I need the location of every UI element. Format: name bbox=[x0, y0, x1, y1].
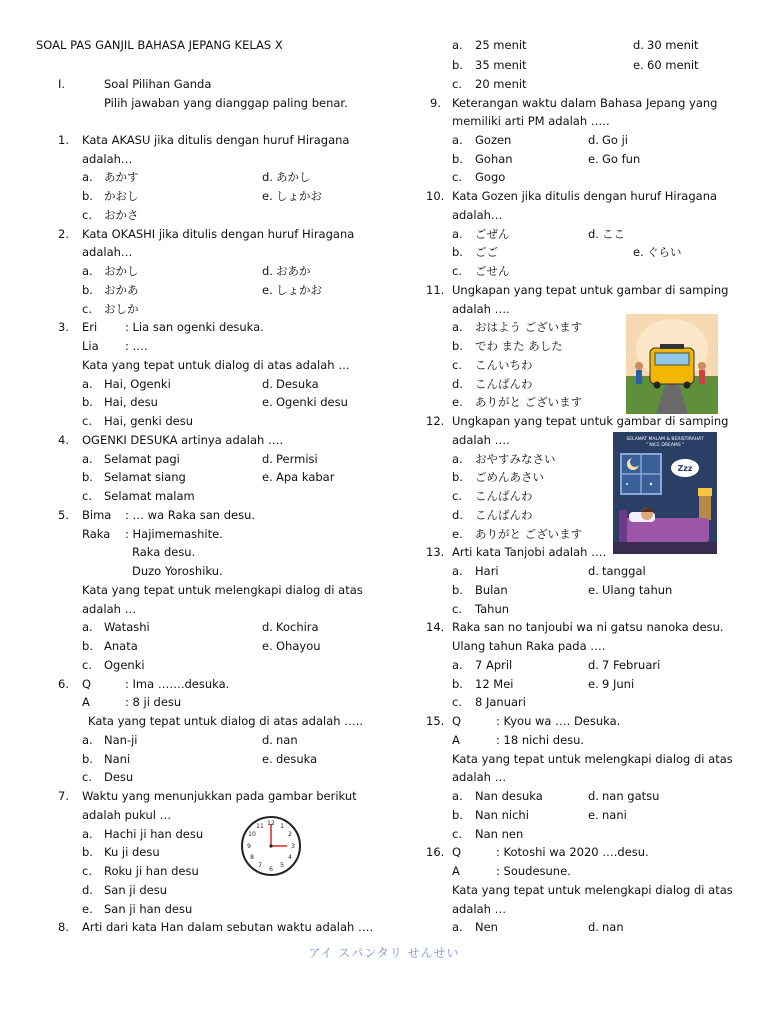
question-number: 15. bbox=[426, 714, 445, 728]
question-text: adalah pukul … bbox=[82, 808, 172, 822]
option-letter: e. bbox=[262, 752, 273, 766]
school-bus-picture bbox=[626, 314, 718, 414]
option-letter: e. bbox=[633, 245, 644, 259]
option-b[interactable]: Gohan bbox=[475, 152, 513, 166]
dialog-line: : Soudesune. bbox=[496, 864, 571, 878]
option-c[interactable]: 20 menit bbox=[475, 77, 527, 91]
option-d[interactable]: nan bbox=[602, 920, 624, 934]
option-letter: b. bbox=[452, 470, 463, 484]
svg-text:7: 7 bbox=[258, 862, 262, 869]
option-d[interactable]: こんばんわ bbox=[475, 508, 533, 522]
question-text: Raka san no tanjoubi wa ni gatsu nanoka desu. bbox=[452, 620, 724, 634]
option-letter: d. bbox=[262, 264, 273, 278]
question-text: adalah …. bbox=[452, 433, 510, 447]
dialog-line: : 18 nichi desu. bbox=[496, 733, 585, 747]
option-d[interactable]: ここ bbox=[602, 227, 625, 241]
option-letter: c. bbox=[82, 658, 92, 672]
dialog-speaker: Bima bbox=[82, 508, 112, 522]
svg-text:6: 6 bbox=[269, 866, 273, 873]
dialog-line: : Lia san ogenki desuka. bbox=[125, 320, 264, 334]
dialog-speaker: Raka bbox=[82, 527, 111, 541]
option-b[interactable]: おかあ bbox=[104, 283, 139, 297]
option-a[interactable]: Nan desuka bbox=[475, 789, 543, 803]
option-e[interactable]: Go fun bbox=[602, 152, 641, 166]
option-b[interactable]: でわ また あした bbox=[475, 339, 563, 353]
option-a[interactable]: Nan-ji bbox=[104, 733, 138, 747]
dialog-speaker: Eri bbox=[82, 320, 98, 334]
option-d[interactable]: nan bbox=[276, 733, 298, 747]
option-letter: b. bbox=[452, 677, 463, 691]
option-letter: e. bbox=[452, 395, 463, 409]
dialog-line: : … wa Raka san desu. bbox=[125, 508, 256, 522]
question-number: 9. bbox=[430, 96, 441, 110]
question-text: Waktu yang menunjukkan pada gambar berikut bbox=[82, 789, 357, 803]
dialog-line: : Ima …….desuka. bbox=[125, 677, 230, 691]
option-c[interactable]: Tahun bbox=[475, 602, 510, 616]
option-b[interactable]: Selamat siang bbox=[104, 470, 186, 484]
svg-text:1: 1 bbox=[280, 823, 284, 830]
dialog-speaker: A bbox=[82, 695, 90, 709]
section-number: I. bbox=[58, 77, 66, 91]
option-b[interactable]: Ku ji desu bbox=[104, 845, 160, 859]
option-e[interactable]: ありがと ございます bbox=[475, 527, 583, 541]
question-text: Arti kata Tanjobi adalah …. bbox=[452, 545, 607, 559]
question-text: Kata yang tepat untuk dialog di atas adalah … bbox=[82, 358, 350, 372]
option-e[interactable]: しょかお bbox=[276, 189, 322, 203]
option-letter: e. bbox=[588, 583, 599, 597]
option-a[interactable]: 7 April bbox=[475, 658, 513, 672]
option-letter: a. bbox=[452, 38, 463, 52]
dialog-speaker: Lia bbox=[82, 339, 99, 353]
option-letter: c. bbox=[82, 489, 92, 503]
option-e[interactable]: Ohayou bbox=[276, 639, 321, 653]
option-d[interactable]: Permisi bbox=[276, 452, 318, 466]
clock-image bbox=[240, 815, 302, 877]
option-letter: c. bbox=[82, 414, 92, 428]
question-text: Kata OKASHI jika ditulis dengan huruf Hiragana bbox=[82, 227, 355, 241]
option-letter: a. bbox=[82, 170, 93, 184]
svg-text:8: 8 bbox=[250, 854, 254, 861]
question-text: Ungkapan yang tepat untuk gambar di samping bbox=[452, 414, 729, 428]
option-letter: a. bbox=[452, 789, 463, 803]
option-letter: d. bbox=[588, 920, 599, 934]
option-a[interactable]: Hachi ji han desu bbox=[104, 827, 204, 841]
question-number: 14. bbox=[426, 620, 445, 634]
option-letter: d. bbox=[588, 227, 599, 241]
question-text: adalah …. bbox=[452, 302, 510, 316]
question-number: 3. bbox=[58, 320, 69, 334]
option-e[interactable]: desuka bbox=[276, 752, 318, 766]
question-text: adalah… bbox=[452, 208, 503, 222]
dialog-line: Duzo Yoroshiku. bbox=[132, 564, 223, 578]
option-letter: d. bbox=[262, 170, 273, 184]
option-b[interactable]: 35 menit bbox=[475, 58, 527, 72]
option-d[interactable]: Kochira bbox=[276, 620, 319, 634]
question-text: Ungkapan yang tepat untuk gambar di samping bbox=[452, 283, 729, 297]
option-letter: e. bbox=[588, 152, 599, 166]
doc-title: SOAL PAS GANJIL BAHASA JEPANG KELAS X bbox=[36, 38, 283, 52]
question-number: 1. bbox=[58, 133, 69, 147]
option-letter: d. bbox=[452, 508, 463, 522]
option-letter: d. bbox=[452, 377, 463, 391]
question-text: Ulang tahun Raka pada …. bbox=[452, 639, 606, 653]
question-number: 7. bbox=[58, 789, 69, 803]
option-letter: b. bbox=[452, 339, 463, 353]
section-instruction: Pilih jawaban yang dianggap paling benar. bbox=[104, 96, 348, 110]
option-b[interactable]: ごご bbox=[475, 245, 498, 259]
option-a[interactable]: Nen bbox=[475, 920, 498, 934]
option-letter: a. bbox=[82, 620, 93, 634]
question-number: 11. bbox=[426, 283, 445, 297]
option-letter: a. bbox=[452, 658, 463, 672]
option-d[interactable]: おあか bbox=[276, 264, 311, 278]
option-letter: d. bbox=[262, 620, 273, 634]
svg-text:9: 9 bbox=[247, 843, 251, 850]
option-letter: e. bbox=[588, 808, 599, 822]
option-letter: c. bbox=[82, 208, 92, 222]
option-c[interactable]: Nan nen bbox=[475, 827, 524, 841]
option-c[interactable]: ごせん bbox=[475, 264, 510, 278]
question-text: Kata yang tepat untuk melengkapi dialog di atas bbox=[452, 752, 733, 766]
option-b[interactable]: Anata bbox=[104, 639, 138, 653]
question-number: 16. bbox=[426, 845, 445, 859]
footer-author: アイ スパンタリ せんせい bbox=[308, 946, 460, 960]
option-e[interactable]: 60 menit bbox=[647, 58, 699, 72]
question-text: memiliki arti PM adalah ….. bbox=[452, 114, 610, 128]
question-text: adalah … bbox=[452, 902, 507, 916]
option-b[interactable]: ごめんあさい bbox=[475, 470, 544, 484]
option-a[interactable]: Selamat pagi bbox=[104, 452, 180, 466]
dialog-line: : 8 ji desu bbox=[125, 695, 182, 709]
option-a[interactable]: Hai, Ogenki bbox=[104, 377, 171, 391]
question-text: Keterangan waktu dalam Bahasa Jepang yang bbox=[452, 96, 718, 110]
picture-caption: " NICE DREAMS " bbox=[645, 443, 685, 448]
question-number: 13. bbox=[426, 545, 445, 559]
option-letter: b. bbox=[82, 639, 93, 653]
option-c[interactable]: Selamat malam bbox=[104, 489, 195, 503]
option-c[interactable]: Ogenki bbox=[104, 658, 145, 672]
svg-text:3: 3 bbox=[291, 843, 295, 850]
question-text: Kata AKASU jika ditulis dengan huruf Hiragana bbox=[82, 133, 350, 147]
option-letter: d. bbox=[588, 789, 599, 803]
option-letter: d. bbox=[262, 733, 273, 747]
option-b[interactable]: かおし bbox=[104, 189, 139, 203]
svg-text:12: 12 bbox=[267, 820, 275, 827]
dialog-line: : Kotoshi wa 2020 ….desu. bbox=[496, 845, 649, 859]
option-a[interactable]: おやすみなさい bbox=[475, 452, 556, 466]
dialog-line: : Hajimemashite. bbox=[125, 527, 223, 541]
option-a[interactable]: おかし bbox=[104, 264, 139, 278]
option-letter: b. bbox=[452, 152, 463, 166]
question-text: Kata Gozen jika ditulis dengan huruf Hiragana bbox=[452, 189, 718, 203]
option-a[interactable]: 25 menit bbox=[475, 38, 527, 52]
option-c[interactable]: Gogo bbox=[475, 170, 506, 184]
sleeping-picture bbox=[613, 432, 717, 554]
dialog-line: : …. bbox=[125, 339, 148, 353]
question-number: 2. bbox=[58, 227, 69, 241]
question-number: 8. bbox=[58, 920, 69, 934]
option-d[interactable]: こんばんわ bbox=[475, 377, 533, 391]
option-letter: c. bbox=[82, 302, 92, 316]
option-e[interactable]: Apa kabar bbox=[276, 470, 335, 484]
option-letter: e. bbox=[262, 395, 273, 409]
option-letter: e. bbox=[262, 470, 273, 484]
svg-text:11: 11 bbox=[256, 823, 264, 830]
option-d[interactable]: 7 Februari bbox=[602, 658, 661, 672]
option-letter: a. bbox=[82, 733, 93, 747]
option-e[interactable]: Ulang tahun bbox=[602, 583, 673, 597]
svg-text:10: 10 bbox=[248, 831, 256, 838]
option-letter: b. bbox=[452, 583, 463, 597]
dialog-speaker: A bbox=[452, 733, 460, 747]
option-e[interactable]: San ji han desu bbox=[104, 902, 193, 916]
question-text: adalah … bbox=[452, 770, 507, 784]
option-b[interactable]: Nan nichi bbox=[475, 808, 529, 822]
option-b[interactable]: 12 Mei bbox=[475, 677, 514, 691]
question-number: 5. bbox=[58, 508, 69, 522]
dialog-speaker: Q bbox=[82, 677, 92, 691]
option-letter: b. bbox=[82, 283, 93, 297]
option-c[interactable]: Desu bbox=[104, 770, 134, 784]
option-d[interactable]: 30 menit bbox=[647, 38, 699, 52]
dialog-speaker: A bbox=[452, 864, 460, 878]
option-d[interactable]: tanggal bbox=[602, 564, 646, 578]
option-letter: b. bbox=[452, 245, 463, 259]
option-letter: d. bbox=[262, 452, 273, 466]
svg-text:2: 2 bbox=[288, 831, 292, 838]
option-letter: c. bbox=[452, 827, 462, 841]
option-letter: c. bbox=[452, 358, 462, 372]
option-letter: e. bbox=[633, 58, 644, 72]
option-letter: e. bbox=[452, 527, 463, 541]
question-text: adalah… bbox=[82, 152, 133, 166]
option-letter: a. bbox=[452, 452, 463, 466]
option-letter: b. bbox=[452, 58, 463, 72]
option-letter: d. bbox=[82, 883, 93, 897]
option-e[interactable]: nani bbox=[602, 808, 627, 822]
option-letter: a. bbox=[82, 452, 93, 466]
option-d[interactable]: あかし bbox=[276, 170, 311, 184]
option-letter: d. bbox=[633, 38, 644, 52]
dialog-line: : Kyou wa …. Desuka. bbox=[496, 714, 621, 728]
option-b[interactable]: Bulan bbox=[475, 583, 508, 597]
option-d[interactable]: nan gatsu bbox=[602, 789, 660, 803]
option-a[interactable]: あかす bbox=[104, 170, 139, 184]
option-letter: e. bbox=[588, 677, 599, 691]
option-d[interactable]: Desuka bbox=[276, 377, 319, 391]
option-c[interactable]: おしか bbox=[104, 302, 139, 316]
option-letter: a. bbox=[452, 920, 463, 934]
option-letter: a. bbox=[452, 227, 463, 241]
option-letter: d. bbox=[588, 564, 599, 578]
option-letter: c. bbox=[452, 489, 462, 503]
option-a[interactable]: Hari bbox=[475, 564, 499, 578]
option-letter: a. bbox=[452, 564, 463, 578]
option-letter: c. bbox=[82, 770, 92, 784]
option-letter: d. bbox=[262, 377, 273, 391]
picture-caption: SELAMAT MALAM & BERISTIRAHAT bbox=[626, 437, 704, 442]
option-letter: e. bbox=[262, 189, 273, 203]
option-letter: c. bbox=[82, 864, 92, 878]
option-c[interactable]: Roku ji han desu bbox=[104, 864, 199, 878]
dialog-speaker: Q bbox=[452, 845, 462, 859]
question-text: Kata yang tepat untuk melengkapi dialog di atas bbox=[82, 583, 363, 597]
option-a[interactable]: ごぜん bbox=[475, 227, 510, 241]
option-letter: b. bbox=[82, 395, 93, 409]
option-letter: c. bbox=[452, 170, 462, 184]
svg-text:5: 5 bbox=[280, 862, 284, 869]
svg-text:4: 4 bbox=[288, 854, 292, 861]
question-text: Kata yang tepat untuk dialog di atas adalah ….. bbox=[88, 714, 364, 728]
option-letter: b. bbox=[82, 845, 93, 859]
question-text: Kata yang tepat untuk melengkapi dialog di atas bbox=[452, 883, 733, 897]
option-letter: c. bbox=[452, 602, 462, 616]
dialog-speaker: Q bbox=[452, 714, 462, 728]
option-letter: c. bbox=[452, 264, 462, 278]
question-number: 4. bbox=[58, 433, 69, 447]
question-text: adalah… bbox=[82, 245, 133, 259]
option-c[interactable]: おかさ bbox=[104, 208, 139, 222]
option-letter: a. bbox=[452, 320, 463, 334]
option-letter: a. bbox=[82, 377, 93, 391]
option-e[interactable]: ぐらい bbox=[647, 245, 682, 259]
option-a[interactable]: おはよう ございます bbox=[475, 320, 583, 334]
option-letter: d. bbox=[588, 658, 599, 672]
option-letter: b. bbox=[452, 808, 463, 822]
option-letter: c. bbox=[452, 77, 462, 91]
option-letter: b. bbox=[82, 752, 93, 766]
zzz-bubble: Zzz bbox=[677, 464, 693, 473]
option-a[interactable]: Watashi bbox=[104, 620, 150, 634]
option-letter: d. bbox=[588, 133, 599, 147]
option-b[interactable]: Hai, desu bbox=[104, 395, 158, 409]
dialog-line: Raka desu. bbox=[132, 545, 196, 559]
option-letter: b. bbox=[82, 189, 93, 203]
option-letter: a. bbox=[82, 827, 93, 841]
option-letter: e. bbox=[262, 639, 273, 653]
option-letter: a. bbox=[452, 133, 463, 147]
option-letter: e. bbox=[82, 902, 93, 916]
question-number: 10. bbox=[426, 189, 445, 203]
option-c[interactable]: こんばんわ bbox=[475, 489, 533, 503]
option-e[interactable]: 9 Juni bbox=[602, 677, 635, 691]
question-number: 6. bbox=[58, 677, 69, 691]
option-d[interactable]: Go ji bbox=[602, 133, 628, 147]
question-number: 12. bbox=[426, 414, 445, 428]
option-d[interactable]: San ji desu bbox=[104, 883, 167, 897]
option-a[interactable]: Gozen bbox=[475, 133, 512, 147]
option-letter: a. bbox=[82, 264, 93, 278]
option-b[interactable]: Nani bbox=[104, 752, 131, 766]
option-letter: b. bbox=[82, 470, 93, 484]
option-c[interactable]: こんいちわ bbox=[475, 358, 533, 372]
section-name: Soal Pilihan Ganda bbox=[104, 77, 212, 91]
option-e[interactable]: ありがと ございます bbox=[475, 395, 583, 409]
option-e[interactable]: しょかお bbox=[276, 283, 322, 297]
question-text: Arti dari kata Han dalam sebutan waktu adalah …. bbox=[82, 920, 374, 934]
question-text: adalah … bbox=[82, 602, 137, 616]
option-letter: c. bbox=[452, 695, 462, 709]
option-e[interactable]: Ogenki desu bbox=[276, 395, 348, 409]
option-c[interactable]: Hai, genki desu bbox=[104, 414, 194, 428]
option-c[interactable]: 8 Januari bbox=[475, 695, 526, 709]
question-text: OGENKI DESUKA artinya adalah …. bbox=[82, 433, 284, 447]
option-letter: e. bbox=[262, 283, 273, 297]
